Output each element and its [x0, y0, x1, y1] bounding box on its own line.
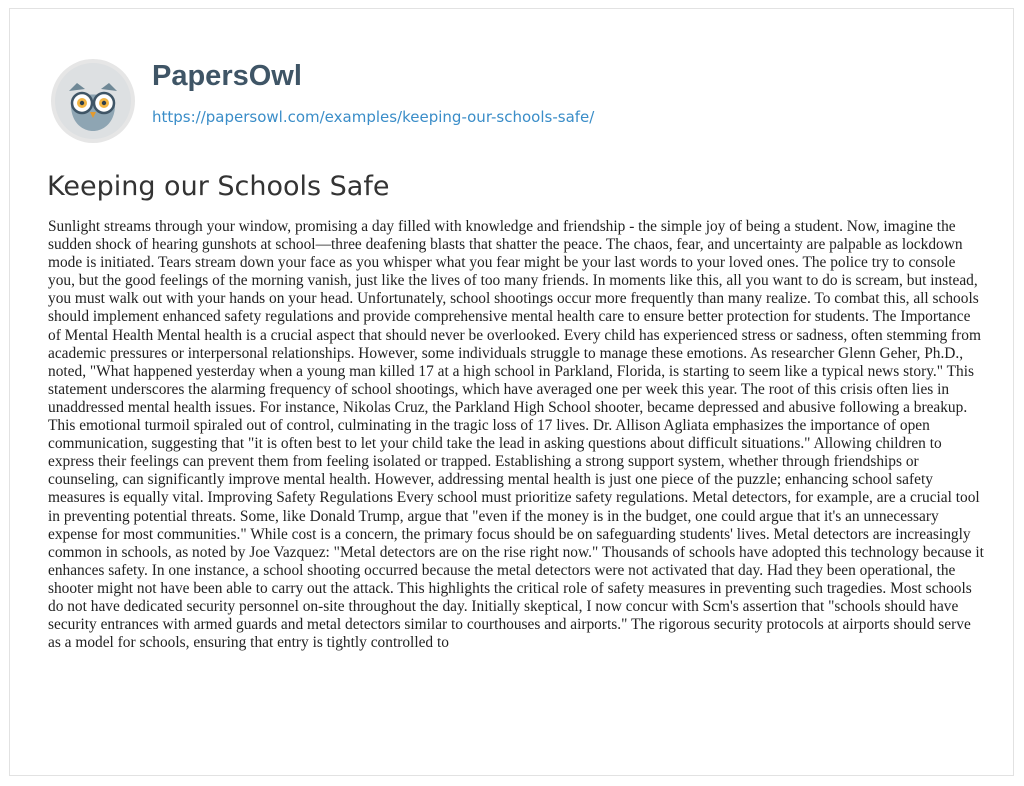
- papersowl-owl-logo-icon: [49, 57, 137, 145]
- essay-title: Keeping our Schools Safe: [47, 171, 390, 202]
- brand-name: PapersOwl: [152, 60, 302, 92]
- essay-body: Sunlight streams through your window, promising a day filled with knowledge and friendship - the simple joy of being a student. Now, imagine the sudden shock of hearing gunshots at school—three deafening blasts that shatter the peace. The chaos, fear, and uncertainty are palpable as lockdown mode is initiated. Tears stream down your face as you whisper what you fear might be your last words to your loved ones. The police try to console you, but the good feelings of the morning vanish, just like the lives of too many friends. In moments like this, all you want to do is scream, but instead, you must walk out with your hands on your head. Unfortunately, school shootings occur more frequently than many realize. To combat this, all schools should implement enhanced safety regulations and provide comprehensive mental health care to ensure better protection for students. The Importance of Mental Health Mental health is a crucial aspect that should never be overlooked. Every child has experienced stress or sadness, often stemming from academic pressures or interpersonal relationships. However, some individuals struggle to manage these emotions. As researcher Glenn Geher, Ph.D., noted, "What happened yesterday when a young man killed 17 at a high school in Parkland, Florida, is starting to seem like a typical news story." This statement underscores the alarming frequency of school shootings, which have averaged one per week this year. The root of this crisis often lies in unaddressed mental health issues. For instance, Nikolas Cruz, the Parkland High School shooter, became depressed and abusive following a breakup. This emotional turmoil spiraled out of control, culminating in the tragic loss of 17 lives. Dr. Allison Agliata emphasizes the importance of open communication, suggesting that "it is often best to let your child take the lead in asking questions about difficult situations." Allowing children to express their feelings can prevent them from feeling isolated or trapped. Establishing a strong support system, whether through friendships or counseling, can significantly improve mental health. However, addressing mental health is just one piece of the puzzle; enhancing school safety measures is equally vital. Improving Safety Regulations Every school must prioritize safety regulations. Metal detectors, for example, are a crucial tool in preventing potential threats. Some, like Donald Trump, argue that "even if the money is in the budget, one could argue that it's an unnecessary expense for most communities." While cost is a concern, the primary focus should be on safeguarding students' lives. Metal detectors are increasingly common in schools, as noted by Joe Vazquez: "Metal detectors are on the rise right now." Thousands of schools have adopted this technology because it enhances safety. In one instance, a school shooting occurred because the metal detectors were not activated that day. Had they been operational, the shooter might not have been able to carry out the attack. This highlights the critical role of safety measures in preventing such tragedies. Most schools do not have dedicated security personnel on-site throughout the day. Initially skeptical, I now concur with Scm's assertion that "schools should have security entrances with armed guards and metal detectors similar to courthouses and airports." The rigorous security protocols at airports should serve as a model for schools, ensuring that entry is tightly controlled to: [48, 218, 984, 652]
- page-url[interactable]: https://papersowl.com/examples/keeping-our-schools-safe/: [152, 108, 595, 126]
